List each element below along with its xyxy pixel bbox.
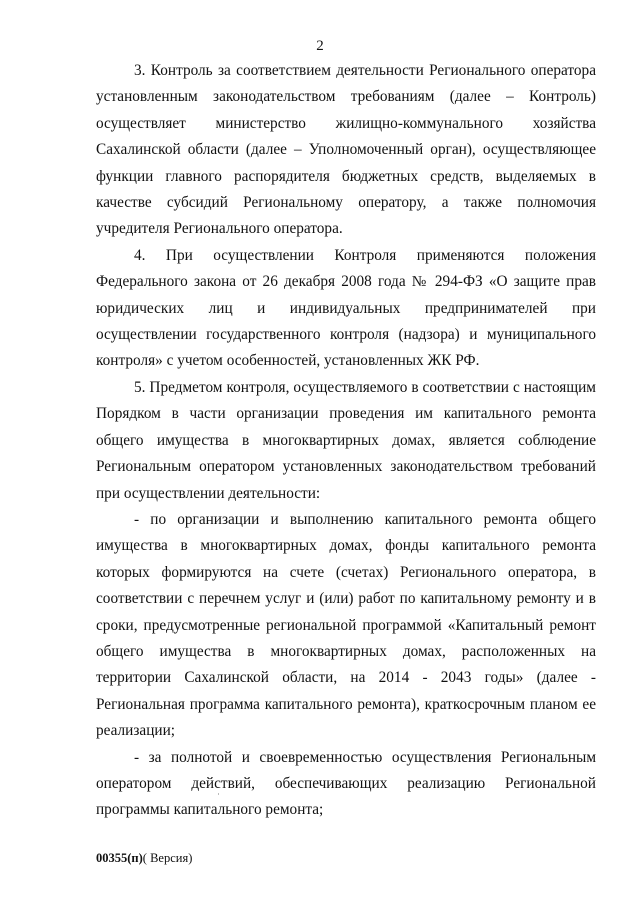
list-item-organization: - по организации и выполнению капитального ремонта общего имущества в многоквартирных домах, фонды капитального ремонта которых формируются на счете (счетах) Регионального оператора, в соответствии с перечнем услуг и (или) работ по капитальному ремонту и в сроки, предусмотренные региональной программой «Капитальный ремонт общего имущества в многоквартирных домах, расположенных на территории Сахалинской области, на 2014 - 2043 годы» (далее - Региональная программа капитального ремонта), краткосрочным планом ее реализации; — [96, 510, 596, 740]
paragraph-4: 4. При осуществлении Контроля применяются положения Федерального закона от 26 декабря 2008 года № 294-ФЗ «О защите прав юридических лиц и индивидуальных предпринимателей при осуществлении государственного контроля (надзора) и муниципального контроля» с учетом особенностей, установленных ЖК РФ. — [96, 246, 596, 370]
footer-document-code — [96, 851, 192, 866]
paragraph-5: 5. Предметом контроля, осуществляемого в соответствии с настоящим Порядком в части организации проведения им капитального ремонта общего имущества в многоквартирных домах, является соблюдение Региональным оператором установленных законодательством требований при осуществлении деятельности: — [96, 378, 596, 502]
footer-code: 00355(п) — [96, 851, 143, 865]
footer-version: ( Версия) — [142, 851, 193, 865]
list-item-completeness: - за полнотой и своевременностью осуществления Региональным оператором действий, обеспечивающих реализацию Региональной программы капитального ремонта; — [96, 748, 596, 819]
scan-speck — [218, 793, 219, 795]
page-number: 2 — [316, 38, 324, 54]
paragraph-3: 3. Контроль за соответствием деятельности Регионального оператора установленным законодательством требованиям (далее – Контроль) осуществляет министерство жилищно-коммунального хозяйства Сахалинской области (далее – Уполномоченный орган), осуществляющее функции главного распорядителя бюджетных средств, выделяемых в качестве субсидий Региональному оператору, а также полномочия учредителя Регионального оператора. — [96, 62, 596, 238]
document-body — [96, 58, 596, 824]
